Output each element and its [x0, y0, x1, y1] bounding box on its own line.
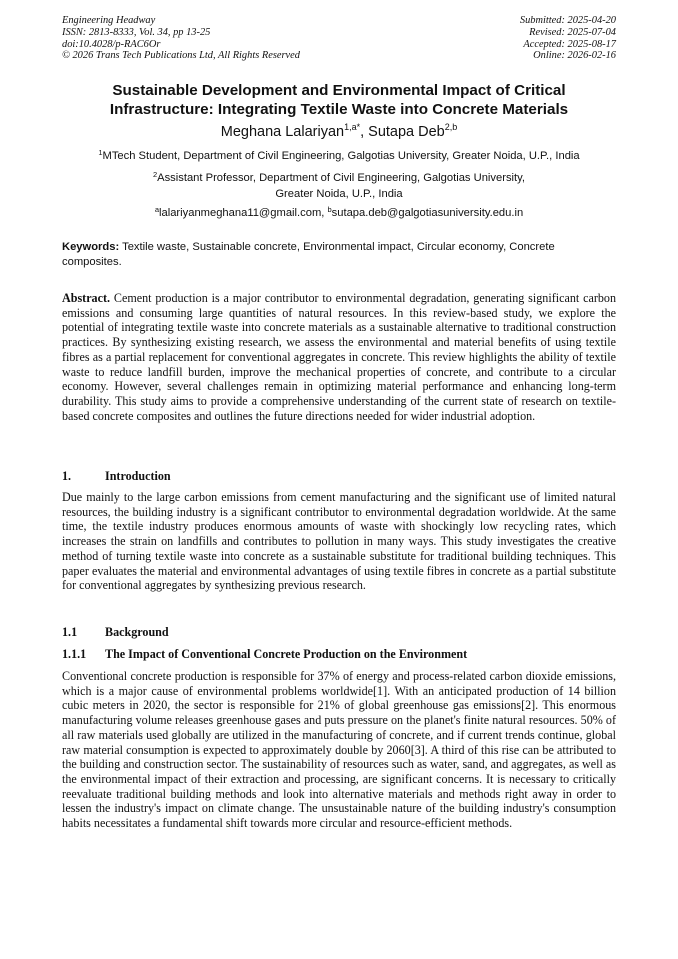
doi: doi:10.4028/p-RAC6Or — [62, 38, 161, 50]
abstract-label: Abstract. — [62, 291, 111, 305]
author-2-sup: 2,b — [444, 122, 458, 132]
section-number: 1.1.1 — [62, 647, 87, 661]
author-separator: , — [360, 124, 369, 140]
author-1-sup: 1,a* — [344, 122, 361, 132]
abstract — [62, 291, 616, 423]
section-number: 1.1 — [62, 625, 78, 639]
affiliation-2-sup: 2 — [152, 170, 158, 179]
paper-title — [62, 81, 616, 119]
section-title: The Impact of Conventional Concrete Production on the Environment — [105, 647, 468, 661]
keywords — [62, 240, 616, 270]
section-heading-introduction — [62, 469, 616, 484]
online-date: Online: 2026-02-16 — [533, 50, 616, 62]
section-heading-background — [62, 625, 616, 640]
email-line — [62, 206, 616, 222]
abstract-text: Cement production is a major contributor to environmental degradation, generating significant carbon emissions and consuming large quantities of natural resources. In this review-based study, we explore the potential of integrating textile waste into concrete materials as a sustainable alternative to traditional construction practices. By synthesizing existing research, we assess the environmental and material benefits of using textile fibres as a partial replacement for conventional aggregates in concrete. This review highlights the ability of textile waste to reduce landfill burden, improve the mechanical properties of concrete, and contribute to a circular economy. However, several challenges remain in optimizing material performance and enhancing long-term durability. This study aims to provide a comprehensive understanding of the current state of research on textile-based concrete composites and outlines the future directions needed for wider industrial adoption. — [62, 291, 616, 423]
revised-date: Revised: 2025-07-04 — [529, 26, 616, 38]
journal-info — [62, 15, 300, 62]
affiliation-1 — [62, 149, 616, 165]
issn: ISSN: 2813-8333, Vol. 34, pp 13-25 — [62, 26, 211, 38]
journal-name: Engineering Headway — [62, 15, 156, 26]
email-b-sup: b — [327, 205, 332, 214]
introduction-paragraph: Due mainly to the large carbon emissions from cement manufacturing and the significant use of limited natural resources, the building industry is a significant contributor to environmental degradation worldwide. At the same time, the textile industry produces enormous amounts of waste with shockingly low recycling rates, which increases the strain on landfills and contributes to pollution in many ways. This study investigates the creative method of turning textile waste into concrete as a sustainable substitute for traditional building techniques. This paper evaluates the material and environmental advantages of using textile fibres in concrete as a partial substitute for conventional aggregates by synthesizing previous research. — [62, 490, 616, 593]
author-2: Sutapa Deb — [368, 124, 445, 140]
section-title: Introduction — [105, 469, 171, 483]
email-a-sup: a — [154, 205, 159, 214]
author-list — [62, 123, 616, 141]
accepted-date: Accepted: 2025-08-17 — [523, 38, 616, 50]
section-heading-impact — [62, 647, 616, 662]
affiliation-2-line-2: Greater Noida, U.P., India — [275, 187, 403, 200]
title-line-2: Infrastructure: Integrating Textile Waste into Concrete Materials — [109, 101, 569, 118]
keywords-text: Textile waste, Sustainable concrete, Environmental impact, Circular economy, Concrete composites. — [62, 241, 555, 268]
keywords-label: Keywords: — [62, 241, 120, 253]
affiliation-1-sup: 1 — [98, 148, 103, 157]
publication-dates — [520, 15, 616, 62]
section-number: 1. — [62, 469, 72, 483]
submitted-date: Submitted: 2025-04-20 — [519, 15, 616, 26]
author-1: Meghana Lalariyan — [220, 124, 345, 140]
email-b[interactable]: sutapa.deb@galgotiasuniversity.edu.in — [331, 207, 524, 219]
impact-paragraph: Conventional concrete production is responsible for 37% of energy and process-related carbon dioxide emissions, which is a major cause of environmental problems worldwide[1]. With an anticipated production of 14 billion cubic meters in 2020, the sector is responsible for 21% of global greenhouse gas emissions[2]. This enormous manufacturing volume releases greenhouse gases and puts pressure on the planet's finite natural resources. 50% of all raw materials used globally are utilized in the manufacturing of concrete, and if current trends continue, global raw material consumption is expected to approximately double by 2060[3]. A third of this rise can be attributed to the building and construction sector. The sustainability of resources such as water, sand, and aggregates, as well as the environmental impact of their extraction and processing, are significant concerns. It is necessary to critically reevaluate traditional building methods and look into alternative materials and methods right away in order to lessen the industry's impact on climate change. The unsustainable nature of the building industry's consumption habits necessitates a fundamental shift towards more circular and resource-efficient methods. — [62, 669, 616, 831]
affiliation-2-line-1: Assistant Professor, Department of Civil Engineering, Galgotias University, — [157, 172, 526, 184]
affiliation-2 — [62, 171, 616, 202]
title-line-1: Sustainable Development and Environmental Impact of Critical — [112, 82, 566, 99]
section-title: Background — [105, 625, 169, 639]
email-a[interactable]: lalariyanmeghana11@gmail.com, — [159, 207, 328, 219]
copyright: © 2026 Trans Tech Publications Ltd, All Rights Reserved — [62, 50, 300, 62]
affiliation-1-text: MTech Student, Department of Civil Engineering, Galgotias University, Greater Noida, U.P., India — [102, 150, 580, 162]
